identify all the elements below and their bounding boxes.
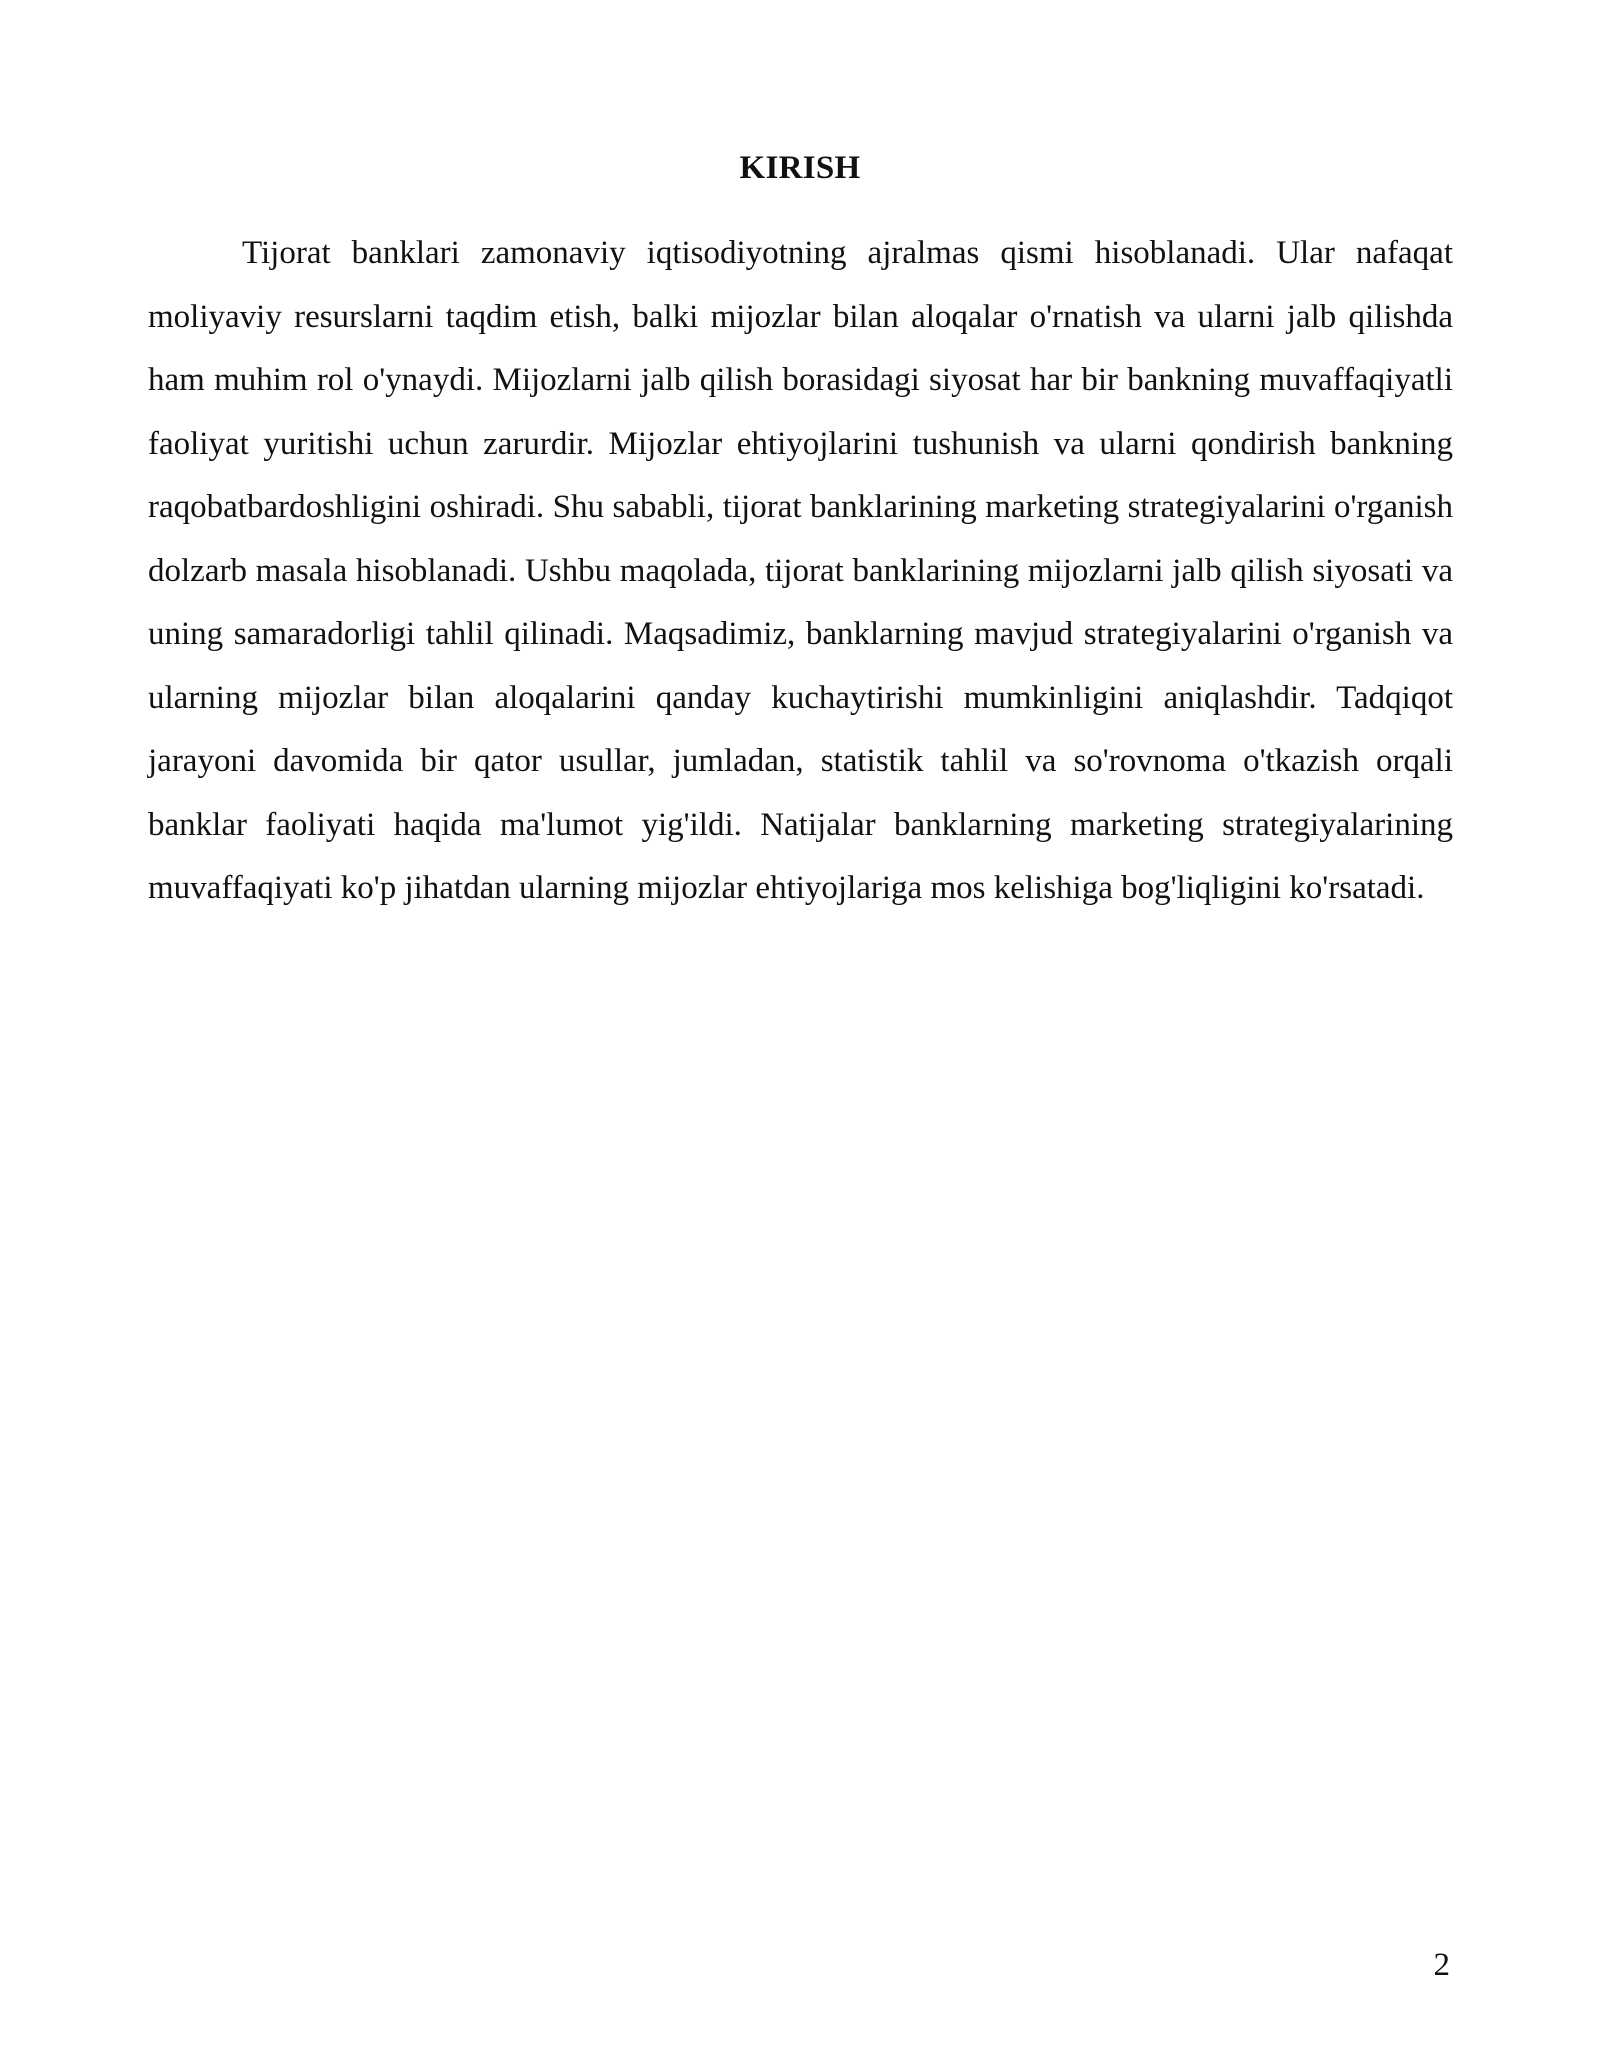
introduction-paragraph: Tijorat banklari zamonaviy iqtisodiyotning ajralmas qismi hisoblanadi. Ular nafaqat moliyaviy resurslarni taqdim etish, balki mijozlar bilan aloqalar o'rnatish va ularni jalb qilishda ham muhim rol o'ynaydi. Mijozlarni jalb qilish borasidagi siyosat har bir bankning muvaffaqiyatli faoliyat yuritishi uchun zarurdir. Mijozlar ehtiyojlarini tushunish va ularni qondirish bankning raqobatbardoshligini oshiradi. Shu sababli, tijorat banklarining marketing strategiyalarini o'rganish dolzarb masala hisoblanadi. Ushbu maqolada, tijorat banklarining mijozlarni jalb qilish siyosati va uning samaradorligi tahlil qilinadi. Maqsadimiz, banklarning mavjud strategiyalarini o'rganish va ularning mijozlar bilan aloqalarini qanday kuchaytirishi mumkinligini aniqlashdir. Tadqiqot jarayoni davomida bir qator usullar, jumladan, statistik tahlil va so'rovnoma o'tkazish orqali banklar faoliyati haqida ma'lumot yig'ildi. Natijalar banklarning marketing strategiyalarining muvaffaqiyati ko'p jihatdan ularning mijozlar ehtiyojlariga mos kelishiga bog'liqligini ko'rsatadi. <box>148 235 1453 906</box>
section-heading: KIRISH <box>739 150 861 186</box>
page-number: 2 <box>1433 1947 1450 1983</box>
